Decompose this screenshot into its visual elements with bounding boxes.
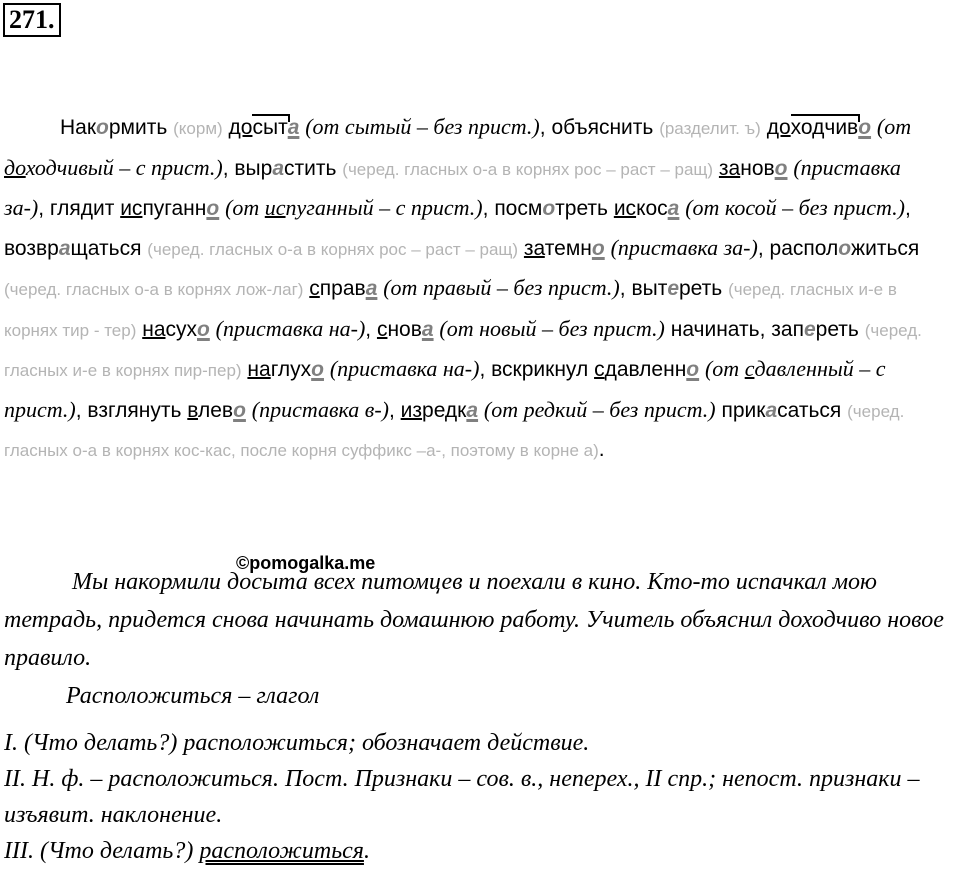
comment: (от сытый – без прист.)	[305, 114, 540, 139]
watermark: ©pomogalka.me	[236, 553, 376, 573]
word: затемно	[523, 236, 605, 260]
word: насухо	[142, 317, 210, 341]
comment: (приставка за-)	[610, 234, 758, 260]
word: начинать,	[670, 317, 766, 341]
comment: (от редкий – без прист.)	[483, 396, 716, 422]
word: объяснить	[551, 116, 654, 139]
word: запереть	[771, 317, 859, 341]
word: Накормить	[60, 116, 168, 139]
word: прикасаться	[721, 398, 842, 422]
example-sentences	[4, 563, 944, 715]
word: вырастить	[234, 156, 337, 180]
word: испуганно	[120, 197, 220, 220]
word: справа	[309, 277, 378, 300]
comment: (от испуганный – с прист.)	[225, 195, 483, 220]
word: посмотреть	[494, 197, 608, 220]
comment: (от правый – без прист.)	[383, 275, 620, 300]
comment: (от новый – без прист.)	[439, 315, 665, 341]
word: влево	[187, 398, 246, 422]
comment: (черед. гласных и-е в корнях пир-пер)	[4, 320, 922, 380]
word: взглянуть	[87, 398, 182, 422]
word: возвращаться	[4, 236, 142, 260]
comment: (приставка за-)	[4, 154, 901, 220]
analysis-line-3: III. (Что делать?) расположиться.	[4, 838, 370, 864]
word: сдавленно	[594, 358, 700, 381]
comment: (черед. гласных и-е в корнях тир - тер)	[4, 280, 897, 340]
word: заново	[718, 156, 788, 180]
word: снова	[376, 317, 434, 341]
word: вскрикнул	[491, 358, 589, 381]
comment: (приставка на-)	[215, 315, 366, 341]
exercise-number: 271.	[3, 3, 61, 37]
comment: (черед. гласных о-а в корнях рос – раст – ращ)	[342, 159, 714, 179]
word: глядит	[49, 197, 115, 220]
morphological-analysis	[4, 725, 954, 869]
word: доходчиво	[766, 116, 872, 139]
predicate-word: расположиться	[199, 838, 364, 864]
word: расположиться	[769, 236, 920, 260]
analysis-heading: Расположиться – глагол	[66, 683, 320, 709]
sentence-paragraph: Мы накормили досыта всех питомцев и поехали в кино. Кто-то испачкал мою тетрадь, придется снова начинать домашнюю работу. Учитель объяснил доходчиво новое правило.	[4, 569, 944, 671]
word: изредка	[400, 398, 479, 422]
comment: (корм)	[173, 119, 223, 138]
comment: (черед. гласных о-а в корнях рос – раст – ращ)	[147, 239, 519, 259]
word: досыта	[228, 116, 300, 139]
comment: (приставка в-)	[251, 396, 389, 422]
analysis-line-1: I. (Что делать?) расположиться; обозначает действие.	[4, 730, 590, 756]
analysis-line-2: II. Н. ф. – расположиться. Пост. Признаки – сов. в., неперех., II спр.; непост. признаки – изъявит. наклонение.	[4, 766, 920, 828]
word: наглухо	[247, 358, 324, 381]
comment: (от сдавленный – с прист.)	[4, 356, 886, 422]
comment: (от доходчивый – с прист.)	[4, 114, 912, 180]
word: вытереть	[631, 277, 723, 300]
exercise-task-text: Накормить (корм) досыта (от сытый – без прист.), объяснить (разделит. ъ) доходчиво (от доходчивый – с прист.), вырастить (черед. гласных о-а в корнях рос – раст – ращ) заново (приставка за-), глядит испуганно (от испуганный – с прист.), посмотреть искоса (от косой – без прист.), возвращаться (черед. гласных о-а в корнях рос – раст – ращ) затемно (приставка за-), расположиться (черед. гласных о-а в корнях лож-лаг) справа (от правый – без прист.), вытереть (черед. гласных и-е в корнях тир - тер) насухо (приставка на-), снова (от новый – без прист.) начинать, запереть (черед. гласных и-е в корнях пир-пер) наглухо (приставка на-), вскрикнул сдавленно (от сдавленный – с прист.), взглянуть влево (приставка в-), изредка (от редкий – без прист.) прикасаться (черед. гласных о-а в корнях кос-кас, после корня суффикс –а-, поэтому в корне а).	[4, 114, 922, 461]
word: искоса	[613, 197, 680, 220]
comment: (черед. гласных о-а в корнях кос-кас, после корня суффикс –а-, поэтому в корне а)	[4, 401, 905, 460]
comment: (от косой – без прист.)	[685, 195, 905, 220]
comment: (черед. гласных о-а в корнях лож-лаг)	[4, 280, 304, 299]
comment: (приставка на-)	[329, 356, 480, 381]
comment: (разделит. ъ)	[659, 119, 761, 138]
